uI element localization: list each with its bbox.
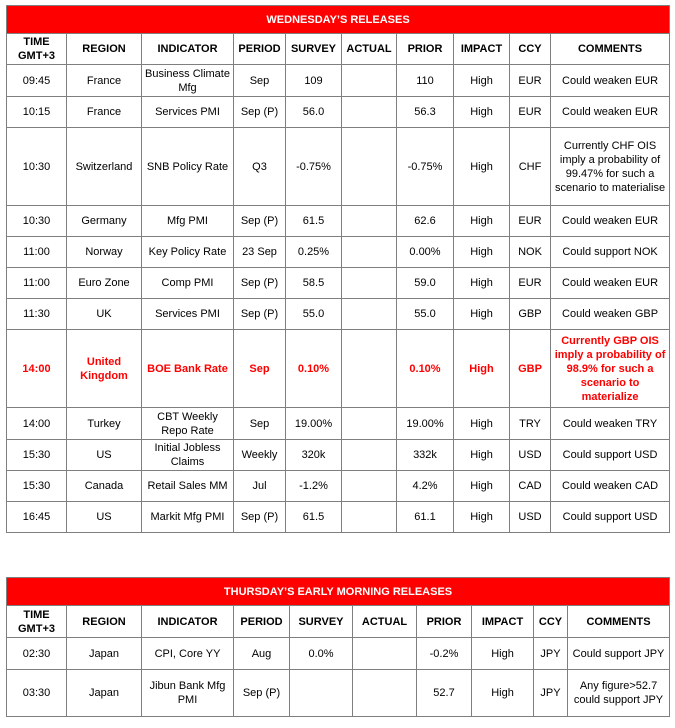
wednesday-releases-table <box>6 5 670 533</box>
cell-survey: 0.0% <box>290 638 353 670</box>
cell-survey <box>290 670 353 717</box>
cell-actual <box>342 206 397 237</box>
table-row <box>7 408 670 440</box>
cell-region: Euro Zone <box>67 268 142 299</box>
cell-actual <box>342 471 397 502</box>
cell-indicator: CPI, Core YY <box>142 638 234 670</box>
cell-actual <box>353 670 417 717</box>
cell-prior: -0.2% <box>417 638 472 670</box>
cell-region: Germany <box>67 206 142 237</box>
cell-ccy: CHF <box>510 128 551 206</box>
cell-survey: 0.25% <box>286 237 342 268</box>
cell-actual <box>353 638 417 670</box>
cell-period: Q3 <box>234 128 286 206</box>
cell-region: United Kingdom <box>67 330 142 408</box>
cell-comments: Could weaken EUR <box>551 268 670 299</box>
cell-actual <box>342 237 397 268</box>
header-region: REGION <box>67 34 142 65</box>
cell-ccy: GBP <box>510 299 551 330</box>
cell-impact: High <box>454 502 510 533</box>
table-row <box>7 268 670 299</box>
cell-time: 15:30 <box>7 440 67 471</box>
cell-prior: 62.6 <box>397 206 454 237</box>
cell-impact: High <box>454 268 510 299</box>
cell-impact: High <box>472 670 534 717</box>
cell-comments: Could weaken EUR <box>551 65 670 97</box>
cell-comments: Currently CHF OIS imply a probability of 99.47% for such a scenario to materialise <box>551 128 670 206</box>
cell-prior: 4.2% <box>397 471 454 502</box>
cell-ccy: JPY <box>534 638 568 670</box>
header-survey: SURVEY <box>286 34 342 65</box>
header-impact: IMPACT <box>472 606 534 638</box>
cell-time: 10:30 <box>7 206 67 237</box>
cell-ccy: NOK <box>510 237 551 268</box>
cell-indicator: Key Policy Rate <box>142 237 234 268</box>
cell-period: Sep <box>234 330 286 408</box>
cell-period: Sep <box>234 65 286 97</box>
cell-ccy: USD <box>510 440 551 471</box>
cell-ccy: EUR <box>510 97 551 128</box>
cell-actual <box>342 128 397 206</box>
cell-ccy: USD <box>510 502 551 533</box>
cell-ccy: EUR <box>510 65 551 97</box>
cell-survey: 320k <box>286 440 342 471</box>
thursday-header-row <box>7 606 670 638</box>
cell-impact: High <box>454 408 510 440</box>
cell-region: France <box>67 97 142 128</box>
cell-region: US <box>67 440 142 471</box>
header-indicator: INDICATOR <box>142 34 234 65</box>
cell-comments: Could support NOK <box>551 237 670 268</box>
cell-time: 15:30 <box>7 471 67 502</box>
thursday-title: THURSDAY’S EARLY MORNING RELEASES <box>7 578 670 606</box>
cell-time: 10:30 <box>7 128 67 206</box>
header-actual: ACTUAL <box>353 606 417 638</box>
cell-region: Japan <box>67 638 142 670</box>
table-row <box>7 206 670 237</box>
cell-actual <box>342 268 397 299</box>
table-row <box>7 502 670 533</box>
header-period: PERIOD <box>234 34 286 65</box>
header-comments: COMMENTS <box>551 34 670 65</box>
cell-region: Turkey <box>67 408 142 440</box>
cell-region: Norway <box>67 237 142 268</box>
cell-region: Japan <box>67 670 142 717</box>
table-row <box>7 97 670 128</box>
cell-actual <box>342 330 397 408</box>
table-row <box>7 299 670 330</box>
cell-comments: Could weaken TRY <box>551 408 670 440</box>
cell-impact: High <box>454 97 510 128</box>
cell-time: 10:15 <box>7 97 67 128</box>
header-prior: PRIOR <box>397 34 454 65</box>
cell-actual <box>342 502 397 533</box>
cell-prior: 55.0 <box>397 299 454 330</box>
cell-comments: Could support JPY <box>568 638 670 670</box>
cell-indicator: Mfg PMI <box>142 206 234 237</box>
cell-time: 14:00 <box>7 330 67 408</box>
cell-survey: 61.5 <box>286 502 342 533</box>
cell-comments: Could weaken CAD <box>551 471 670 502</box>
cell-impact: High <box>454 128 510 206</box>
header-ccy: CCY <box>534 606 568 638</box>
cell-prior: 332k <box>397 440 454 471</box>
cell-comments: Currently GBP OIS imply a probability of 98.9% for such a scenario to materialize <box>551 330 670 408</box>
cell-indicator: Markit Mfg PMI <box>142 502 234 533</box>
cell-impact: High <box>454 206 510 237</box>
cell-ccy: EUR <box>510 268 551 299</box>
cell-indicator: Business Climate Mfg <box>142 65 234 97</box>
cell-impact: High <box>454 237 510 268</box>
table-row <box>7 237 670 268</box>
wednesday-body <box>7 65 670 533</box>
cell-indicator: Initial Jobless Claims <box>142 440 234 471</box>
cell-ccy: CAD <box>510 471 551 502</box>
cell-prior: 59.0 <box>397 268 454 299</box>
cell-indicator: Services PMI <box>142 299 234 330</box>
cell-time: 11:30 <box>7 299 67 330</box>
thursday-body <box>7 638 670 717</box>
cell-comments: Could support USD <box>551 440 670 471</box>
cell-survey: 61.5 <box>286 206 342 237</box>
table-row <box>7 670 670 717</box>
cell-ccy: JPY <box>534 670 568 717</box>
table-row <box>7 128 670 206</box>
cell-prior: 56.3 <box>397 97 454 128</box>
cell-comments: Could weaken GBP <box>551 299 670 330</box>
thursday-releases-table <box>6 577 670 717</box>
cell-prior: 61.1 <box>397 502 454 533</box>
cell-prior: 110 <box>397 65 454 97</box>
cell-period: Sep (P) <box>234 299 286 330</box>
cell-survey: 55.0 <box>286 299 342 330</box>
cell-prior: 19.00% <box>397 408 454 440</box>
table-row <box>7 440 670 471</box>
cell-indicator: CBT Weekly Repo Rate <box>142 408 234 440</box>
cell-time: 09:45 <box>7 65 67 97</box>
cell-comments: Could support USD <box>551 502 670 533</box>
cell-actual <box>342 299 397 330</box>
cell-impact: High <box>454 440 510 471</box>
cell-prior: -0.75% <box>397 128 454 206</box>
cell-period: Sep (P) <box>234 670 290 717</box>
cell-region: US <box>67 502 142 533</box>
cell-time: 02:30 <box>7 638 67 670</box>
cell-period: Weekly <box>234 440 286 471</box>
header-time: TIME GMT+3 <box>7 34 67 65</box>
cell-actual <box>342 408 397 440</box>
cell-ccy: EUR <box>510 206 551 237</box>
header-actual: ACTUAL <box>342 34 397 65</box>
cell-comments: Could weaken EUR <box>551 206 670 237</box>
cell-survey: -0.75% <box>286 128 342 206</box>
cell-region: UK <box>67 299 142 330</box>
cell-time: 16:45 <box>7 502 67 533</box>
table-row <box>7 330 670 408</box>
cell-prior: 52.7 <box>417 670 472 717</box>
cell-impact: High <box>454 299 510 330</box>
cell-survey: 56.0 <box>286 97 342 128</box>
header-survey: SURVEY <box>290 606 353 638</box>
cell-region: Canada <box>67 471 142 502</box>
cell-survey: 58.5 <box>286 268 342 299</box>
cell-period: Sep (P) <box>234 268 286 299</box>
cell-ccy: GBP <box>510 330 551 408</box>
cell-actual <box>342 65 397 97</box>
cell-impact: High <box>472 638 534 670</box>
cell-region: Switzerland <box>67 128 142 206</box>
header-period: PERIOD <box>234 606 290 638</box>
cell-indicator: SNB Policy Rate <box>142 128 234 206</box>
cell-period: Aug <box>234 638 290 670</box>
header-indicator: INDICATOR <box>142 606 234 638</box>
cell-prior: 0.10% <box>397 330 454 408</box>
cell-period: Sep (P) <box>234 97 286 128</box>
cell-indicator: Jibun Bank Mfg PMI <box>142 670 234 717</box>
wednesday-title: WEDNESDAY’S RELEASES <box>7 6 670 34</box>
cell-time: 14:00 <box>7 408 67 440</box>
cell-period: Sep (P) <box>234 206 286 237</box>
cell-region: France <box>67 65 142 97</box>
cell-ccy: TRY <box>510 408 551 440</box>
header-time: TIME GMT+3 <box>7 606 67 638</box>
cell-indicator: Services PMI <box>142 97 234 128</box>
cell-survey: 19.00% <box>286 408 342 440</box>
header-prior: PRIOR <box>417 606 472 638</box>
cell-survey: 0.10% <box>286 330 342 408</box>
cell-survey: -1.2% <box>286 471 342 502</box>
header-impact: IMPACT <box>454 34 510 65</box>
table-row <box>7 638 670 670</box>
cell-impact: High <box>454 330 510 408</box>
cell-actual <box>342 440 397 471</box>
cell-comments: Could weaken EUR <box>551 97 670 128</box>
header-region: REGION <box>67 606 142 638</box>
cell-period: Jul <box>234 471 286 502</box>
header-comments: COMMENTS <box>568 606 670 638</box>
cell-prior: 0.00% <box>397 237 454 268</box>
cell-period: Sep <box>234 408 286 440</box>
table-row <box>7 65 670 97</box>
header-ccy: CCY <box>510 34 551 65</box>
cell-indicator: BOE Bank Rate <box>142 330 234 408</box>
cell-survey: 109 <box>286 65 342 97</box>
cell-time: 11:00 <box>7 268 67 299</box>
cell-time: 11:00 <box>7 237 67 268</box>
cell-indicator: Retail Sales MM <box>142 471 234 502</box>
wednesday-header-row <box>7 34 670 65</box>
cell-impact: High <box>454 65 510 97</box>
cell-indicator: Comp PMI <box>142 268 234 299</box>
cell-impact: High <box>454 471 510 502</box>
cell-actual <box>342 97 397 128</box>
cell-period: Sep (P) <box>234 502 286 533</box>
cell-comments: Any figure>52.7 could support JPY <box>568 670 670 717</box>
cell-time: 03:30 <box>7 670 67 717</box>
table-row <box>7 471 670 502</box>
cell-period: 23 Sep <box>234 237 286 268</box>
